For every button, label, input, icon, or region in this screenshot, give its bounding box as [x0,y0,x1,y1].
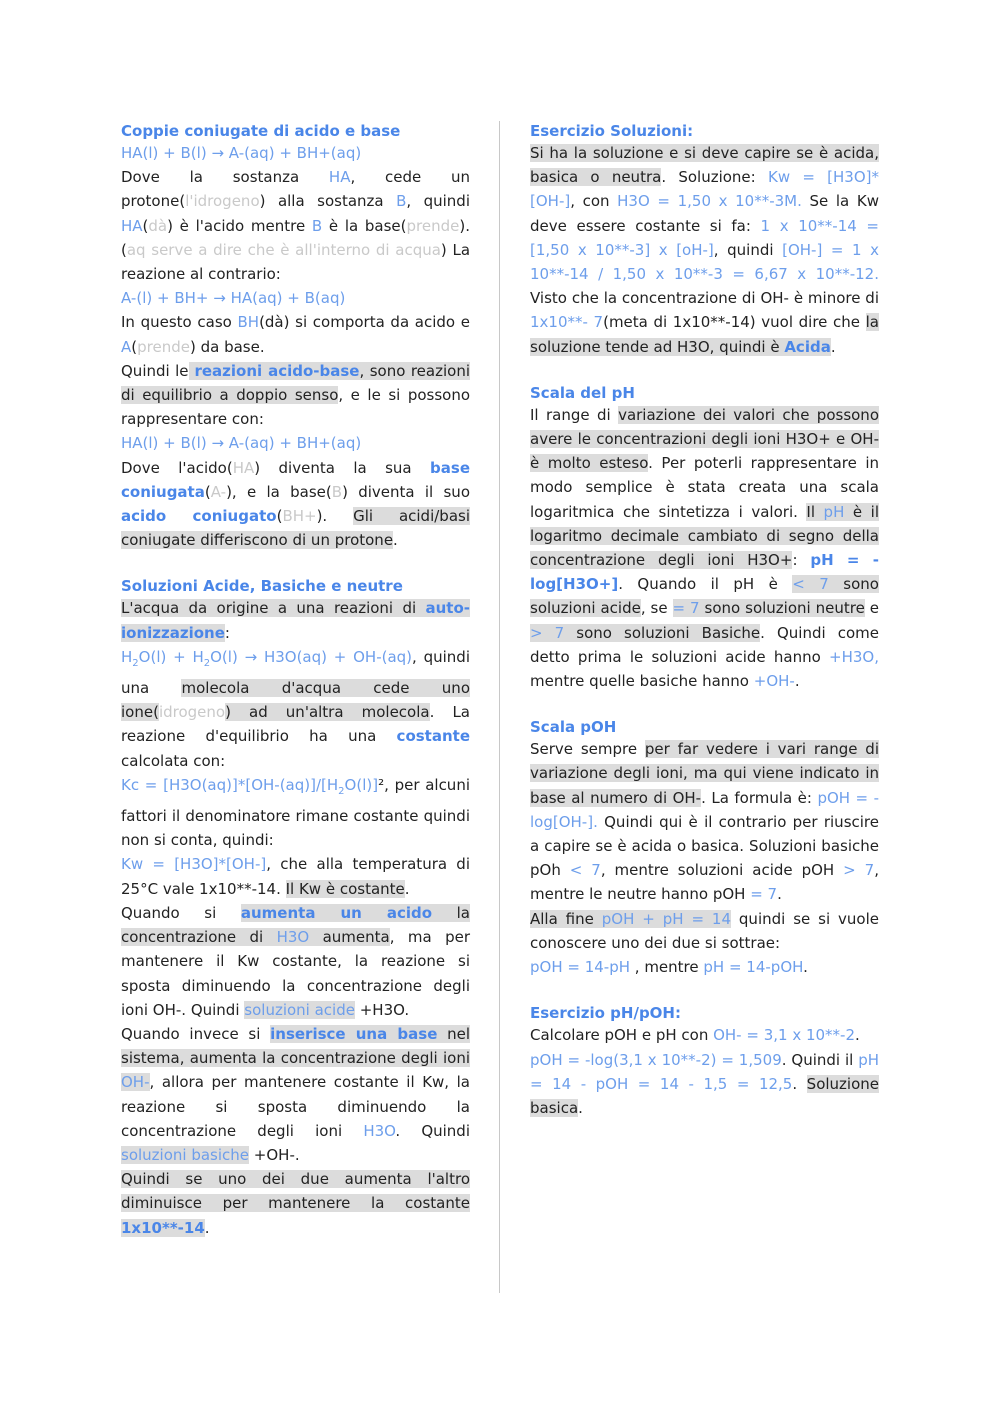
spacer [530,693,879,717]
paragraph-water-reaction [121,645,470,773]
paragraph-coniugata [121,456,470,553]
text: . Soluzione: [661,168,768,187]
paragraph-costante [121,1167,470,1240]
text: , mentre [630,958,704,977]
highlight: soluzioni acide [244,1000,355,1019]
formula: pOH = -log[OH-]. [530,788,879,831]
text: ( [276,507,283,526]
highlight: , sono reazioni di equilibrio a doppio senso [121,361,470,405]
formula: 1 x 10**-14 = [1,50 x 10**-3] x [oH-] [530,216,879,259]
text: calcolata con: [121,751,226,770]
formula: pH [823,502,845,521]
text: ) diventa il suo [342,482,470,501]
text: In questo caso [121,313,238,332]
formula: H3O [276,928,310,947]
text: : [224,623,230,642]
text: . [792,1074,807,1093]
formula: 1x10**- 7 [530,313,604,332]
formula: OH- = 3,1 x 10**-2 [713,1026,856,1045]
subscript: 2 [203,657,211,669]
keyword: acido coniugato [121,507,277,526]
text: O(l)] [344,775,379,794]
keyword: base coniugata [121,458,470,501]
formula: A [121,337,132,356]
text: Quando invece si [121,1024,271,1043]
subscript: 2 [338,785,345,797]
formula: +OH- [753,672,795,691]
highlight: Alla fine [530,909,602,928]
text: , se [640,599,673,618]
text: , mentre soluzioni acide pOH [600,861,844,880]
highlight: aumenta [309,928,390,947]
text: Dove la sostanza [121,168,329,187]
note: BH+ [282,507,317,526]
text: . [794,672,800,691]
text: mentre quelle basiche hanno [530,672,754,691]
spacer [121,552,470,576]
formula: < 7 [569,861,601,880]
formula: > 7 [530,623,565,642]
text: Visto che la concentrazione di OH- è minore di [530,289,879,308]
text: . [803,958,808,977]
keyword: aumenta un acido [240,903,433,922]
text: Kc = [H3O(aq)]*[OH-(aq)]/[H [121,775,339,794]
heading-scala-poh: Scala pOH [530,718,617,737]
highlight: variazione dei valori che possono avere le concentrazioni degli ioni H3O+ e OH- è molto esteso [530,405,879,473]
note: A- [210,482,227,501]
text: , ma per mantenere il Kw costante, la reazione si sposta diminuendo la concentrazione degli ioni OH-. Quindi [121,928,470,1019]
keyword: inserisce una base [270,1024,438,1043]
text: . Quindi come detto prima le soluzioni acide hanno [530,623,879,666]
paragraph-kw [121,852,470,900]
formula: BH [237,313,260,332]
text: Quindi qui è il contrario per riuscire a capire se è acida o basica. Soluzioni basiche pOh [530,812,879,880]
paragraph-inserisce-base [121,1022,470,1167]
text: Serve sempre [530,740,645,759]
highlight: L'acqua da origine a una reazioni di [121,599,426,618]
note: prende [406,216,460,235]
highlight: molecola d'acqua cede uno ione( [121,679,470,722]
formula: [OH-] = 1 x 10**-14 / 1,50 x 10**-3 = 6,67 x 10**-12. [530,240,880,284]
text: ) da base. [189,337,265,356]
heading-scala-ph: Scala del pH [530,383,635,402]
text: ) diventa la sua [254,458,431,477]
text: , che alla temperatura di 25°C vale 1x10**-14. [121,855,471,898]
text: , quindi una [121,647,470,698]
paragraph-alla-fine [530,907,879,955]
note: HA [232,458,255,477]
formula: B [396,192,407,211]
highlight: per far vedere i vari range di variazione degli ioni, ma qui viene indicato in base al numero di OH- [530,740,879,807]
paragraph-questo-caso [121,310,470,358]
text: . [204,1218,210,1237]
formula: H3O [363,1121,396,1140]
heading-soluzioni: Soluzioni Acide, Basiche e neutre [121,577,403,596]
highlight: ) ad un'altra molecola [225,703,430,722]
text: quindi se si vuole conoscere uno dei due si sottrae: [530,909,879,952]
text: . Per poterli rappresentare in modo semplice è stata creata una scala logaritmica che sintetizza i valori. [530,454,880,521]
formula: HA [328,168,351,187]
highlight: Si ha la soluzione e si deve capire se è acida, basica o neutra [530,144,879,187]
text: +H3O. [354,1000,410,1019]
text: (dà) si comporta da acido e [259,313,470,332]
keyword: costante [396,727,470,746]
formula: = 7 [672,599,700,618]
paragraph-reazioni-acido-base [121,359,470,432]
formula: = 7 [750,885,778,904]
text: la concentrazione di [121,903,470,947]
text: Il range di [530,405,619,424]
text: O(l) → H3O(aq) + OH-(aq) [210,647,413,666]
right-column [530,121,879,1120]
text: ). [316,507,354,526]
equation-reverse: A-(l) + BH+ → HA(aq) + B(aq) [121,289,346,308]
text: . [404,879,410,898]
highlight: è il logaritmo decimale cambiato di segno della concentrazione degli ioni H3O+ [530,502,879,570]
text: . [830,337,836,356]
text: ², per alcuni fattori il denominatore rimane costante quindi non si conta, quindi: [121,775,470,850]
paragraph-risultato [530,1048,879,1121]
text: Calcolare pOH e pH con [530,1026,714,1045]
text: , cede un protone( [121,168,470,211]
text: , e le si possono rappresentare con: [121,386,471,429]
text: . Quindi [395,1121,470,1140]
heading-esercizio-soluzioni: Esercizio Soluzioni: [530,122,694,140]
formula: B [311,216,323,235]
formula-kc [121,775,379,797]
text: ), e la base( [226,482,332,501]
keyword: Acida [784,337,831,356]
highlight: sono soluzioni acide [530,575,879,618]
text: . [393,531,398,550]
formula: Kw = [H3O]*[OH-] [530,168,880,211]
text: . Quando il pH è [618,575,793,594]
paragraph-calcolare [530,1023,879,1047]
text: . [855,1026,860,1045]
spacer [530,979,879,1003]
formula: < 7 [792,575,829,594]
formula: pH = 14 - pOH = 14 - 1,5 = 12,5 [530,1050,879,1093]
highlight: la soluzione tende ad H3O, quindi è [530,313,879,356]
highlight: Il Kw è costante [285,879,405,898]
highlight: sono soluzioni neutre [699,599,865,618]
formula: pOH = 14-pH [530,958,631,977]
note: dà [148,216,168,235]
equation-acid-base-2: HA(l) + B(l) → A-(aq) + BH+(aq) [121,434,362,453]
text: . Quindi il [781,1050,859,1069]
column-divider [499,121,500,1293]
note: l'idrogeno [185,192,260,211]
heading-coppie-coniugate: Coppie coniugate di acido e base [121,122,401,140]
formula: OH- [121,1073,150,1092]
note: aq serve a dire che è all'interno di acqua [126,240,441,259]
formula: pOH = -log(3,1 x 10**-2) = 1,509 [530,1050,782,1069]
paragraph-kc [121,773,470,853]
text: (meta di 1x10**-14) vuol dire che [603,313,866,332]
text: Quando si [121,903,241,922]
text: . [578,1098,583,1117]
paragraph-scala-ph [530,403,879,693]
highlight: Il [806,502,824,521]
paragraph-esercizio [530,141,879,359]
highlight: Gli acidi/basi coniugate differiscono di un protone [121,507,470,550]
paragraph-poh-ph [530,955,879,979]
formula: H3O = 1,50 x 10**-3M. [617,192,802,211]
text: , mentre le neutre hanno pOH [530,861,879,904]
text: ) è l'acido mentre [167,216,312,235]
text: H [121,647,133,666]
keyword: auto-ionizzazione [121,599,470,642]
text: , allora per mantenere costante il Kw, la reazione si sposta diminuendo la concentrazione degli ioni [121,1073,470,1140]
text: ) alla sostanza [259,192,397,211]
note: prende [137,337,190,356]
formula: Kw = [H3O]*[OH-] [121,855,267,874]
text: Dove l'acido( [121,458,233,477]
text: è la base( [322,216,407,235]
formula: pH = 14-pOH [703,958,804,977]
highlight: Soluzione basica [530,1074,879,1117]
paragraph-scala-poh [530,737,879,906]
highlight: nel sistema, aumenta la concentrazione degli ioni [121,1024,470,1068]
text: ( [204,482,211,501]
highlight: sono soluzioni Basiche [564,623,761,642]
subscript: 2 [132,657,139,669]
text: ).( [121,216,470,259]
formula: pOH + pH = 14 [601,909,732,928]
formula: > 7 [843,861,875,880]
formula: pH = -log[H3O+] [530,551,879,594]
text: , con [570,192,618,211]
paragraph-protone [121,165,470,286]
text: +OH-. [249,1145,300,1164]
text: ( [131,337,138,356]
formula: HA [121,216,143,235]
paragraph-auto-ionizzazione [121,596,470,644]
highlight: soluzioni basiche [121,1145,250,1164]
paragraph-aumenta-acido [121,901,470,1022]
text: . La formula è: [701,788,818,807]
text: e [864,599,879,618]
text: , quindi [713,240,783,259]
formula: +H3O, [829,647,879,666]
left-column [121,121,470,1240]
text: , quindi [406,192,470,211]
formula-water [121,647,413,669]
text: Se la Kw deve essere costante si fa: [530,192,879,235]
text: : [792,551,811,570]
text: . La reazione d'equilibrio ha una [121,703,470,746]
spacer [530,359,879,383]
note: idrogeno [158,703,226,722]
text: O(l) + H [138,647,204,666]
text: ( [142,216,149,235]
keyword: 1x10**-14 [121,1218,205,1237]
text: Quindi le [121,361,189,380]
note: B [331,482,343,501]
text: . [777,885,782,904]
keyword: reazioni acido-base [188,361,360,380]
highlight: Quindi se uno dei due aumenta l'altro diminuisce per mantenere la costante [121,1170,470,1213]
equation-acid-base: HA(l) + B(l) → A-(aq) + BH+(aq) [121,144,362,162]
heading-esercizio-ph-poh: Esercizio pH/pOH: [530,1004,681,1023]
text: ) La reazione al contrario: [121,240,471,284]
